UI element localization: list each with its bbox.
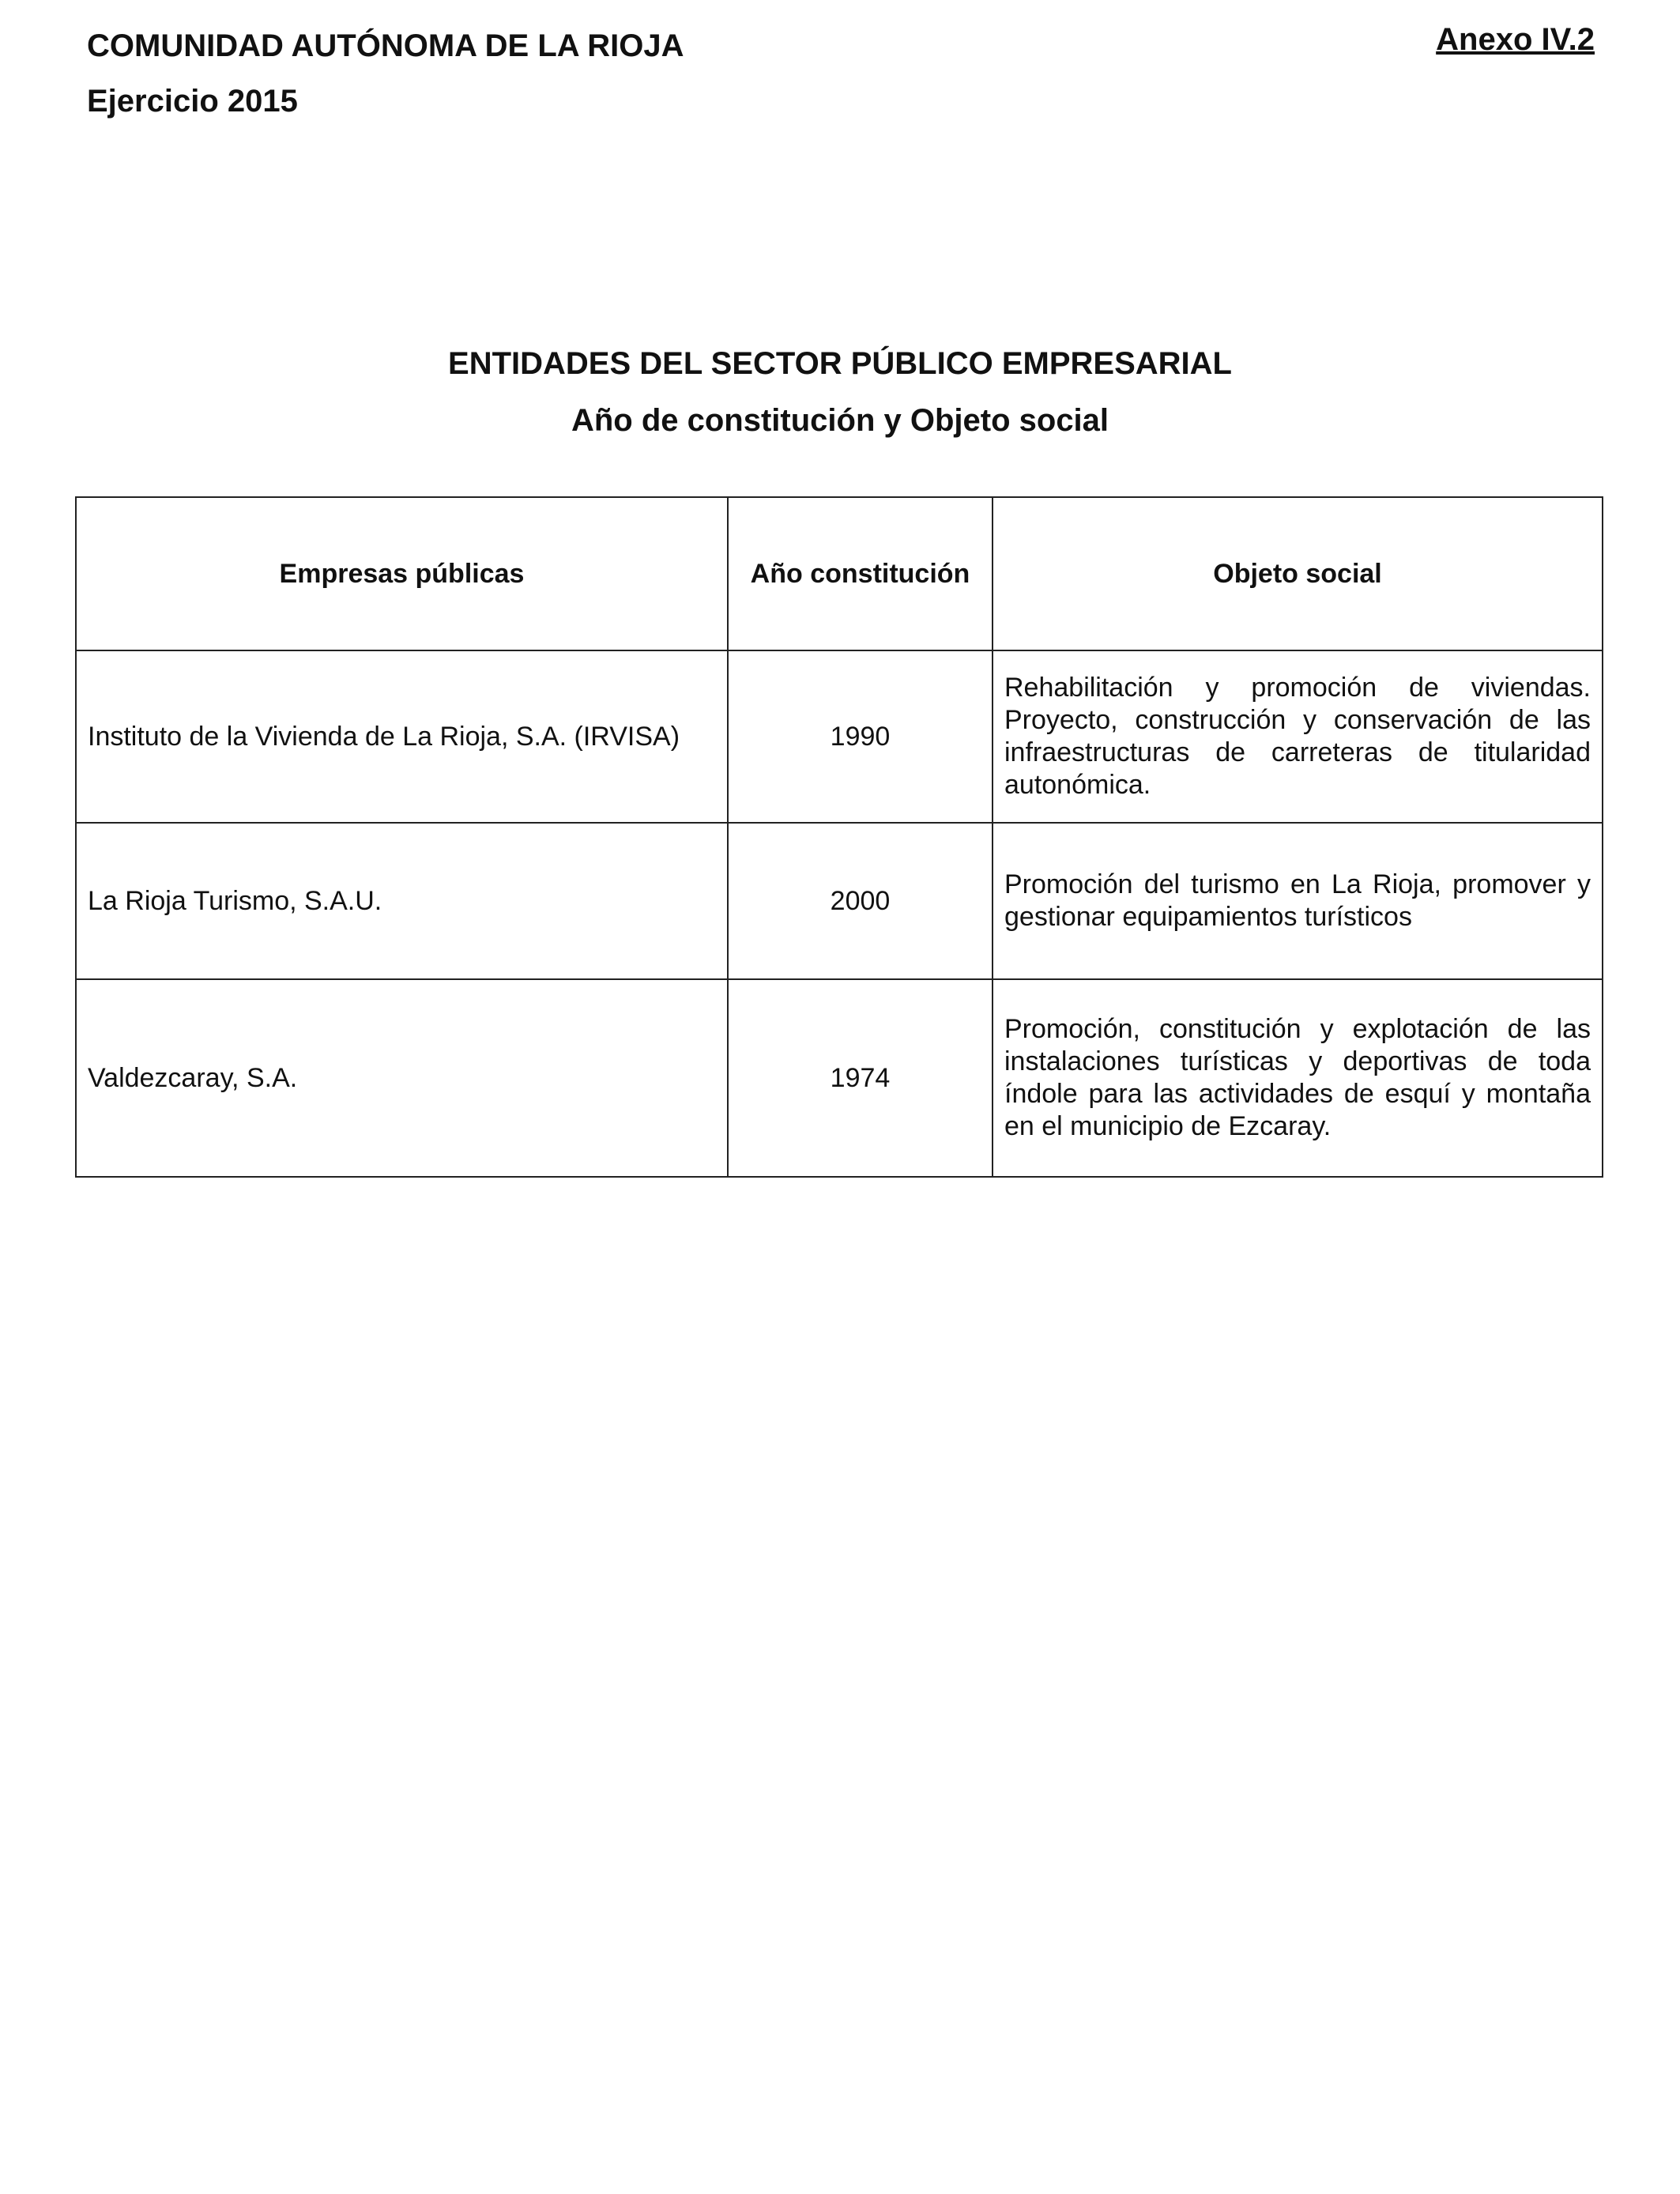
annex-label: Anexo IV.2 xyxy=(1436,22,1595,57)
constitution-year: 1990 xyxy=(728,650,993,823)
company-name: La Rioja Turismo, S.A.U. xyxy=(76,823,728,979)
company-name: Valdezcaray, S.A. xyxy=(76,979,728,1177)
column-header-year: Año constitución xyxy=(728,497,993,650)
social-object: Promoción, constitución y explotación de las instalaciones turísticas y deportivas de toda índole para las actividades de esquí y montaña en el municipio de Ezcaray. xyxy=(993,979,1603,1177)
organization-title: COMUNIDAD AUTÓNOMA DE LA RIOJA xyxy=(87,28,684,63)
constitution-year: 1974 xyxy=(728,979,993,1177)
social-object: Rehabilitación y promoción de viviendas. Proyecto, construcción y conservación de las infraestructuras de carreteras de titularidad autonómica. xyxy=(993,650,1603,823)
constitution-year: 2000 xyxy=(728,823,993,979)
company-name: Instituto de la Vivienda de La Rioja, S.A. (IRVISA) xyxy=(76,650,728,823)
column-header-company: Empresas públicas xyxy=(76,497,728,650)
table-row xyxy=(76,650,1603,823)
document-title: ENTIDADES DEL SECTOR PÚBLICO EMPRESARIAL xyxy=(448,346,1232,381)
column-header-object: Objeto social xyxy=(993,497,1603,650)
entities-table xyxy=(75,496,1603,1178)
table-header-row xyxy=(76,497,1603,650)
table-row xyxy=(76,823,1603,979)
table-row xyxy=(76,979,1603,1177)
social-object: Promoción del turismo en La Rioja, promover y gestionar equipamientos turísticos xyxy=(993,823,1603,979)
document-subtitle: Año de constitución y Objeto social xyxy=(571,403,1109,438)
exercise-year: Ejercicio 2015 xyxy=(87,84,298,119)
